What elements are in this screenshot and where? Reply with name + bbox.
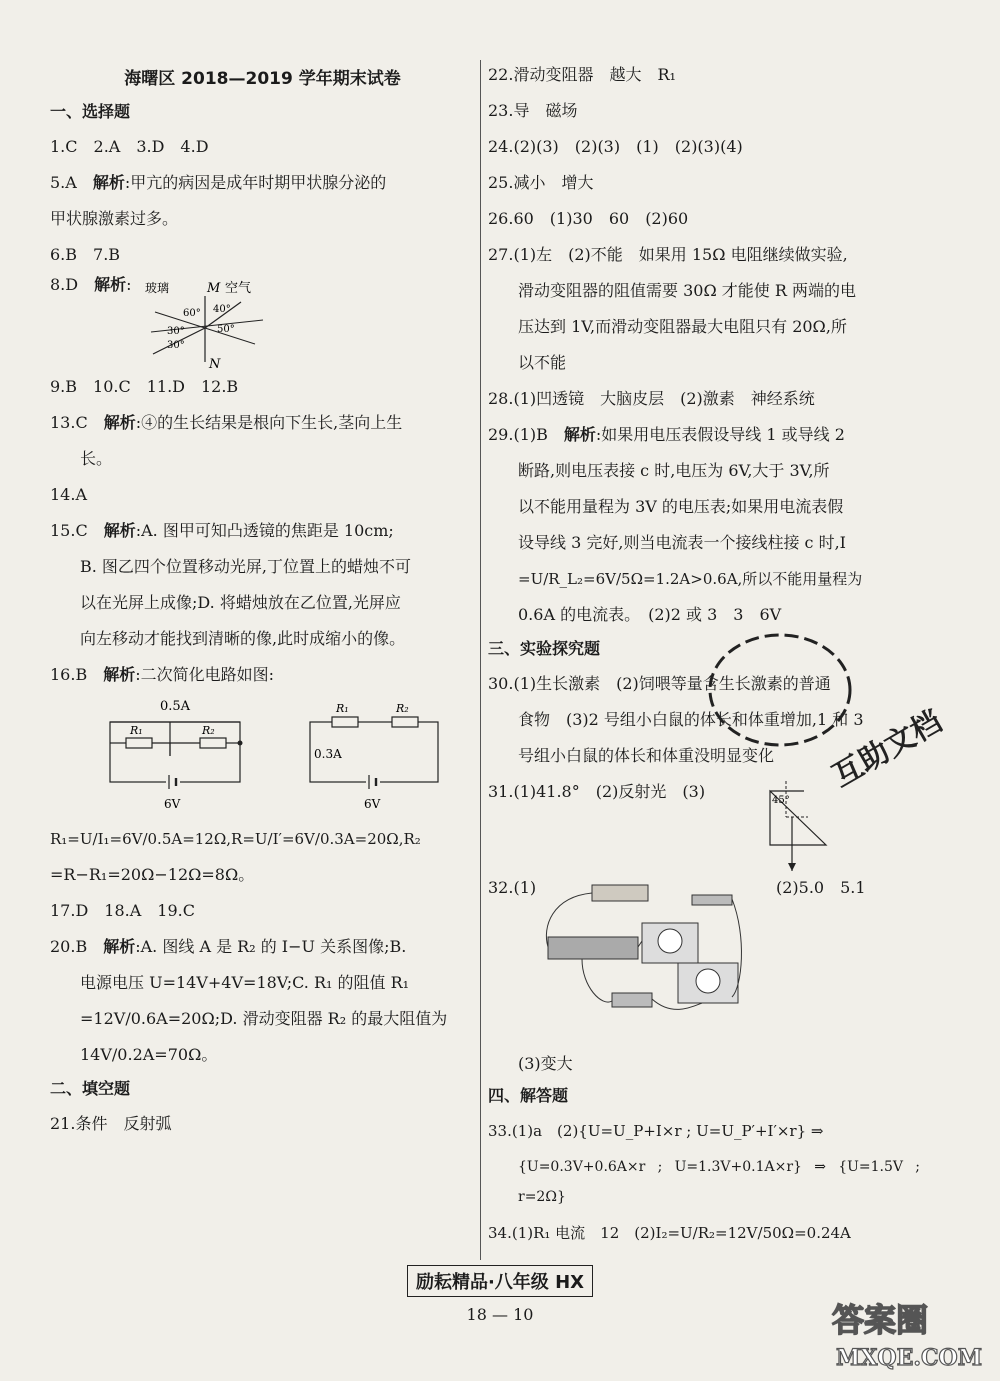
section-heading-solve: 四、解答题 xyxy=(488,1086,569,1105)
answer-q27-cont3: 以不能 xyxy=(518,353,567,372)
answer-q16-calc2: =R−R₁=20Ω−12Ω=8Ω。 xyxy=(50,865,255,884)
answer-q15-cont3: 向左移动才能找到清晰的像,此时成缩小的像。 xyxy=(80,629,406,648)
answer-q21: 21.条件 反射弧 xyxy=(50,1114,172,1133)
watermark-text-2: MXQE.COM xyxy=(836,1345,983,1371)
answer-q27: 27.(1)左 (2)不能 如果用 15Ω 电阻继续做实验, xyxy=(488,245,848,264)
answer-q23: 23.导 磁场 xyxy=(488,101,578,120)
section-heading-experiment: 三、实验探究题 xyxy=(488,639,601,658)
circuit1-current: 0.5A xyxy=(160,699,191,714)
answer-q32-3: (3)变大 xyxy=(518,1054,573,1073)
page-number: 18 — 10 xyxy=(466,1305,534,1324)
answer-q30-cont1: 食物 (3)2 号组小白鼠的体长和体重增加,1 和 3 xyxy=(518,710,864,729)
answer-q15: 15.C 解析:A. 图甲可知凸透镜的焦距是 10cm; xyxy=(50,521,394,540)
angle-30b: 30° xyxy=(167,340,185,351)
svg-text:R₂: R₂ xyxy=(202,724,215,737)
answer-q1-4: 1.C 2.A 3.D 4.D xyxy=(50,137,209,156)
angle-60: 60° xyxy=(183,308,201,319)
label-glass: 玻璃 xyxy=(145,281,170,295)
answer-q13: 13.C 解析:④的生长结果是根向下生长,茎向上生 xyxy=(50,413,403,432)
answer-q16: 16.B 解析:二次简化电路如图: xyxy=(50,665,275,684)
circuit1-voltage: 6V xyxy=(164,797,181,811)
watermark-text-1: 答案圈 xyxy=(832,1301,929,1339)
svg-text:R₁: R₁ xyxy=(336,702,349,715)
answer-q29-cont1: 断路,则电压表接 c 时,电压为 6V,大于 3V,所 xyxy=(518,461,830,480)
watermark-logo xyxy=(812,1293,992,1373)
angle-40: 40° xyxy=(213,304,231,315)
section-heading-fill: 二、填空题 xyxy=(50,1079,131,1098)
answer-q20-cont1: 电源电压 U=14V+4V=18V;C. R₁ 的阻值 R₁ xyxy=(80,973,410,992)
refraction-diagram xyxy=(145,276,285,372)
answer-q22: 22.滑动变阻器 越大 R₁ xyxy=(488,65,676,84)
angle-30a: 30° xyxy=(167,326,185,337)
answer-q20-cont2: =12V/0.6A=20Ω;D. 滑动变阻器 R₂ 的最大阻值为 xyxy=(80,1009,448,1028)
answer-q8: 8.D 解析: 玻璃 M 空气 60° 40° 30° 50° 30° N xyxy=(50,276,475,372)
answer-q29-cont3: 设导线 3 完好,则当电流表一个接线柱接 c 时,I xyxy=(518,533,846,552)
circuit2-current: 0.3A xyxy=(314,747,342,761)
answer-q20-cont3: 14V/0.2A=70Ω。 xyxy=(80,1045,218,1064)
svg-text:R₁: R₁ xyxy=(130,724,143,737)
simplified-circuits xyxy=(80,696,460,816)
svg-text:R₂: R₂ xyxy=(396,702,409,715)
answer-q15-cont1: B. 图乙四个位置移动光屏,丁位置上的蜡烛不可 xyxy=(80,557,412,576)
circuit2-resistor-r2 xyxy=(392,717,418,727)
answer-q15-cont2: 以在光屏上成像;D. 将蜡烛放在乙位置,光屏应 xyxy=(80,593,401,612)
circuit2-resistor-r1 xyxy=(332,717,358,727)
answer-q30-cont2: 号组小白鼠的体长和体重没明显变化 xyxy=(518,746,775,765)
circuit1-resistor-r2 xyxy=(200,738,226,748)
label-M: M xyxy=(207,281,221,296)
answer-q29-cont4: =U/R_L₂=6V/5Ω=1.2A>0.6A,所以不能用量程为 xyxy=(518,570,863,588)
answer-q9-12: 9.B 10.C 11.D 12.B xyxy=(50,377,239,396)
answer-q33: 33.(1)a (2){U=U_P+I×r ; U=U_P′+I′×r} ⇒ xyxy=(488,1122,824,1140)
answer-q32: 32.(1) (2)5.0 5.1 (3)变大 xyxy=(488,873,920,1069)
answer-q29-cont5: 0.6A 的电流表。 (2)2 或 3 3 6V xyxy=(518,605,782,624)
angle-50: 50° xyxy=(217,324,235,335)
footer-brand: 励耘精品·八年级 HX xyxy=(407,1265,593,1297)
answer-q5: 5.A 解析:甲亢的病因是成年时期甲状腺分泌的 xyxy=(50,173,387,192)
answer-q24: 24.(2)(3) (2)(3) (1) (2)(3)(4) xyxy=(488,137,743,156)
answer-q26: 26.60 (1)30 60 (2)60 xyxy=(488,209,689,228)
answer-q30: 30.(1)生长激素 (2)饲喂等量含生长激素的普通 xyxy=(488,674,831,693)
answer-q13-cont: 长。 xyxy=(80,449,113,468)
answer-q16-calc: R₁=U/I₁=6V/0.5A=12Ω,R=U/I′=6V/0.3A=20Ω,R₂ xyxy=(50,830,421,848)
left-column xyxy=(50,60,475,1145)
column-divider xyxy=(480,60,481,1260)
answer-q34: 34.(1)R₁ 电流 12 (2)I₂=U/R₂=12V/50Ω=0.24A xyxy=(488,1224,851,1242)
prism-angle: 45° xyxy=(772,795,790,806)
answer-q6-7: 6.B 7.B xyxy=(50,245,121,264)
label-air: 空气 xyxy=(225,281,252,296)
answer-q29: 29.(1)B 解析:如果用电压表假设导线 1 或导线 2 xyxy=(488,425,845,444)
circuit2-voltage: 6V xyxy=(364,797,381,811)
answer-q25: 25.减小 增大 xyxy=(488,173,594,192)
answer-q17-19: 17.D 18.A 19.C xyxy=(50,901,195,920)
stamp-text: 互助文档 xyxy=(826,703,948,795)
stamp-seal xyxy=(700,620,948,810)
answer-q31: 31.(1)41.8° (2)反射光 (3) 45° xyxy=(488,777,920,873)
answer-q14: 14.A xyxy=(50,485,87,504)
label-N: N xyxy=(209,357,221,372)
circuit1-resistor-r1 xyxy=(126,738,152,748)
section-heading-choice: 一、选择题 xyxy=(50,102,131,121)
experiment-apparatus xyxy=(542,877,762,1047)
answer-q20: 20.B 解析:A. 图线 A 是 R₂ 的 I−U 关系图像;B. xyxy=(50,937,407,956)
answer-q5-cont: 甲状腺激素过多。 xyxy=(50,209,179,228)
answer-q29-cont2: 以不能用量程为 3V 的电压表;如果用电流表假 xyxy=(518,497,844,516)
page-title: 海曙区 2018—2019 学年期末试卷 xyxy=(124,69,401,89)
answer-q28: 28.(1)凹透镜 大脑皮层 (2)激素 神经系统 xyxy=(488,389,815,408)
answer-q33-cont: {U=0.3V+0.6A×r ; U=1.3V+0.1A×r} ⇒ {U=1.5V ; r=2Ω} xyxy=(518,1159,920,1205)
answer-q27-cont2: 压达到 1V,而滑动变阻器最大电阻只有 20Ω,所 xyxy=(518,317,847,336)
answer-q27-cont1: 滑动变阻器的阻值需要 30Ω 才能使 R 两端的电 xyxy=(518,281,857,300)
